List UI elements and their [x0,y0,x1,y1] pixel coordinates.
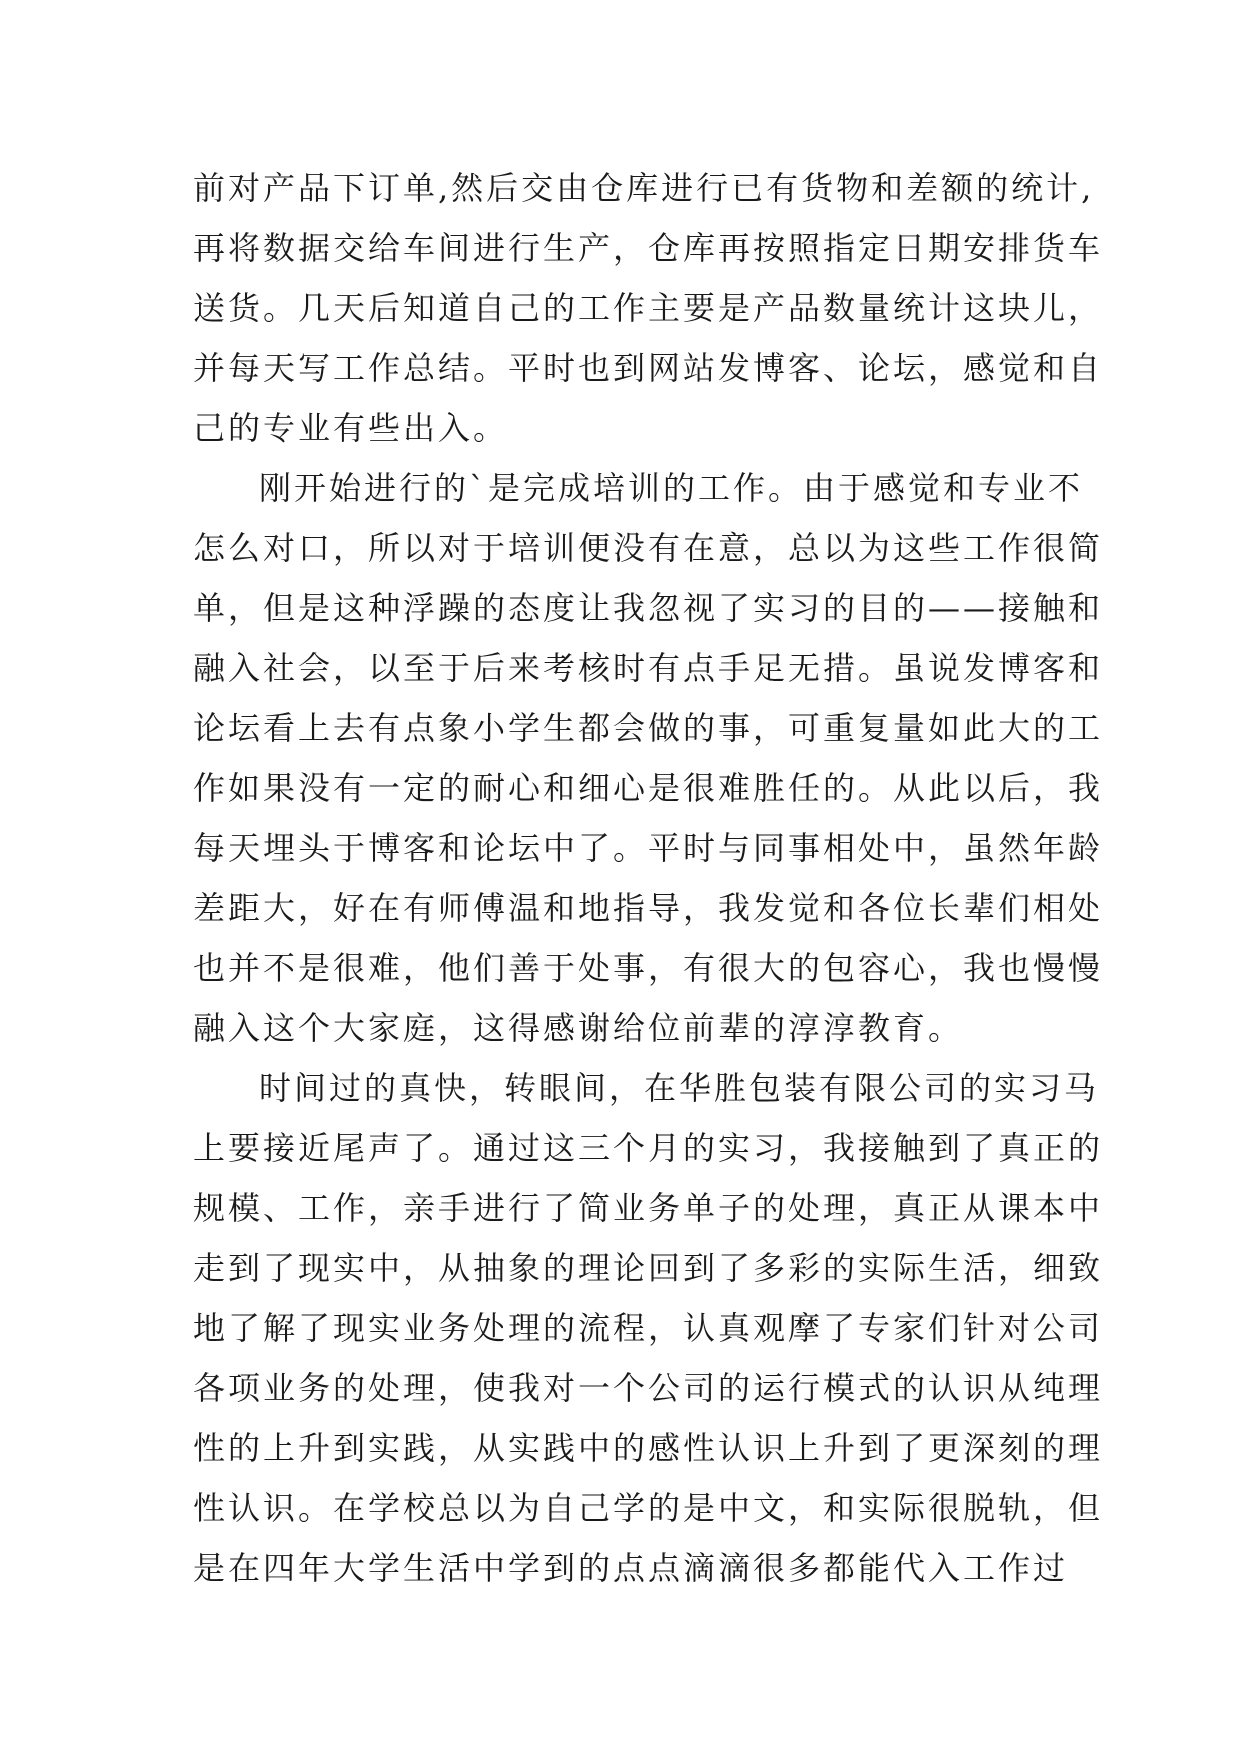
text-line: 各项业务的处理，使我对一个公司的运行模式的认识从纯理 [193,1369,1104,1407]
text-line: 单，但是这种浮躁的态度让我忽视了实习的目的——接触和 [193,589,1104,627]
text-line: 差距大，好在有师傅温和地指导，我发觉和各位长辈们相处 [193,889,1104,927]
text-line: 也并不是很难，他们善于处事，有很大的包容心，我也慢慢 [193,949,1104,987]
text-line: 规模、工作，亲手进行了简业务单子的处理，真正从课本中 [193,1189,1104,1227]
text-line: 己的专业有些出入。 [193,409,509,447]
paragraph-first-line: 时间过的真快，转眼间，在华胜包装有限公司的实习马 [259,1069,1100,1107]
text-line: 性的上升到实践，从实践中的感性认识上升到了更深刻的理 [193,1429,1104,1467]
text-line: 论坛看上去有点象小学生都会做的事，可重复量如此大的工 [193,709,1104,747]
text-line: 每天埋头于博客和论坛中了。平时与同事相处中，虽然年龄 [193,829,1104,867]
text-line: 作如果没有一定的耐心和细心是很难胜任的。从此以后，我 [193,769,1104,807]
text-line: 并每天写工作总结。平时也到网站发博客、论坛，感觉和自 [193,349,1104,387]
text-line: 融入社会，以至于后来考核时有点手足无措。虽说发博客和 [193,649,1104,687]
text-line: 前对产品下订单,然后交由仓库进行已有货物和差额的统计, [193,169,1095,207]
body-text [193,158,1104,1598]
text-line: 再将数据交给车间进行生产，仓库再按照指定日期安排货车 [193,229,1104,267]
text-line: 性认识。在学校总以为自己学的是中文，和实际很脱轨，但 [193,1489,1104,1527]
paragraph-first-line: 刚开始进行的`是完成培训的工作。由于感觉和专业不 [259,469,1084,507]
text-line: 上要接近尾声了。通过这三个月的实习，我接触到了真正的 [193,1129,1104,1167]
text-line: 是在四年大学生活中学到的点点滴滴很多都能代入工作过 [193,1549,1069,1587]
text-line: 走到了现实中，从抽象的理论回到了多彩的实际生活，细致 [193,1249,1104,1287]
text-line: 送货。几天后知道自己的工作主要是产品数量统计这块儿， [193,289,1104,327]
text-line: 融入这个大家庭，这得感谢给位前辈的淳淳教育。 [193,1009,964,1047]
text-line: 地了解了现实业务处理的流程，认真观摩了专家们针对公司 [193,1309,1104,1347]
text-line: 怎么对口，所以对于培训便没有在意，总以为这些工作很简 [193,529,1104,567]
